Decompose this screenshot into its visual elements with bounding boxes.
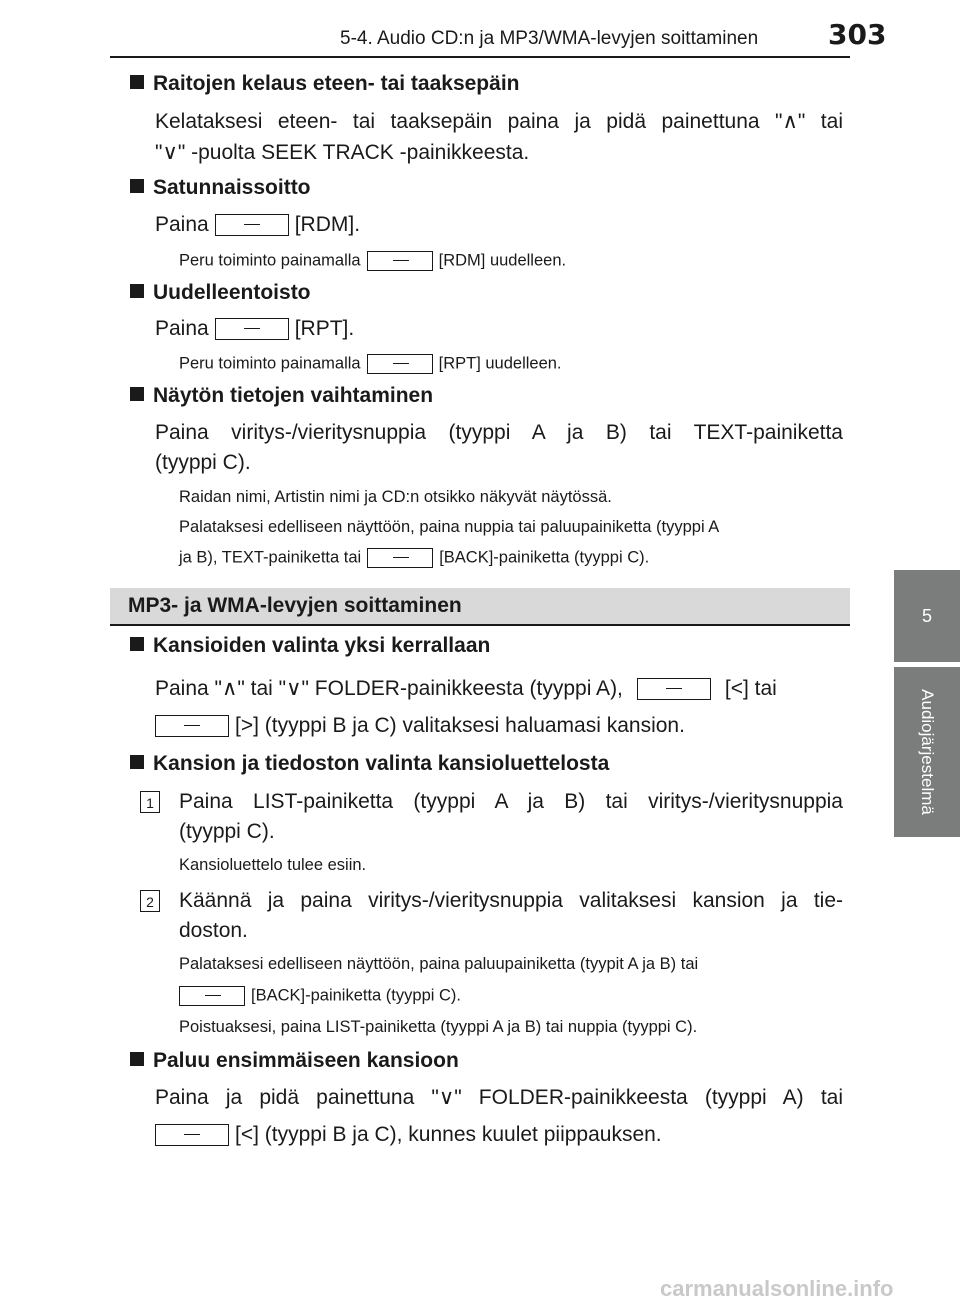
step1-line2: (tyyppi C). <box>179 820 275 843</box>
display-body-line1: Paina viritys-/vieritysnuppia (tyyppi A ja B) tai TEXT-painiketta <box>155 421 843 444</box>
square-bullet-icon <box>130 387 144 401</box>
button-icon <box>637 678 711 700</box>
square-bullet-icon <box>130 637 144 651</box>
square-bullet-icon <box>130 755 144 769</box>
heading-folder: Kansioiden valinta yksi kerrallaan <box>130 634 490 658</box>
seek-body-line1: Kelataksesi eteen- tai taaksepäin paina ja pidä painettuna "∧" tai <box>155 110 843 133</box>
display-note2-line1: Palataksesi edelliseen näyttöön, paina nuppia tai paluupainiketta (tyyppi A <box>179 518 720 536</box>
section-bar-mp3: MP3- ja WMA-levyjen soittaminen <box>110 588 850 626</box>
heading-first-folder: Paluu ensimmäiseen kansioon <box>130 1049 459 1073</box>
watermark: carmanualsonline.info <box>660 1276 894 1301</box>
heading-display: Näytön tietojen vaihtaminen <box>130 384 433 408</box>
display-note1: Raidan nimi, Artistin nimi ja CD:n otsikko näkyvät näytössä. <box>179 488 612 506</box>
step2-line1: Käännä ja paina viritys-/vieritysnuppia valitaksesi kansion ja tie- <box>179 889 843 912</box>
random-note: Peru toiminto painamalla [RDM] uudelleen. <box>179 251 567 270</box>
step2-note1-line2: [BACK]-painiketta (tyyppi C). <box>179 986 461 1006</box>
repeat-instruction: Paina [RPT]. <box>155 317 355 340</box>
folder-line2: [>] (tyyppi B ja C) valitaksesi haluamasi kansion. <box>155 714 685 738</box>
heading-list: Kansion ja tiedoston valinta kansioluettelosta <box>130 752 609 776</box>
step1-note: Kansioluettelo tulee esiin. <box>179 856 367 874</box>
button-icon <box>155 715 229 737</box>
seek-body-line2: "∨" -puolta SEEK TRACK -painikkeesta. <box>155 141 530 164</box>
button-icon <box>155 1124 229 1146</box>
folder-line1: Paina "∧" tai "∨" FOLDER-painikkeesta (tyyppi A), [<] tai <box>155 677 777 700</box>
heading-seek: Raitojen kelaus eteen- tai taaksepäin <box>130 72 519 96</box>
square-bullet-icon <box>130 75 144 89</box>
step1-line1: Paina LIST-painiketta (tyyppi A ja B) tai viritys-/vieritysnuppia <box>179 790 843 813</box>
header-rule <box>110 56 850 58</box>
chapter-tab-label: Audiojärjestelmä <box>894 667 960 837</box>
chapter-tab-number: 5 <box>894 570 960 662</box>
step2-line2: doston. <box>179 919 248 942</box>
step-number-1: 1 <box>140 791 160 813</box>
square-bullet-icon <box>130 179 144 193</box>
display-note2-line2: ja B), TEXT-painiketta tai [BACK]-painiketta (tyyppi C). <box>179 548 650 567</box>
square-bullet-icon <box>130 1052 144 1066</box>
step2-note1-line1: Palataksesi edelliseen näyttöön, paina paluupainiketta (tyypit A ja B) tai <box>179 955 699 973</box>
button-icon <box>367 548 433 568</box>
page-number: 303 <box>828 18 887 51</box>
section-title: 5-4. Audio CD:n ja MP3/WMA-levyjen soittaminen <box>340 28 759 49</box>
square-bullet-icon <box>130 284 144 298</box>
button-icon <box>179 986 245 1006</box>
step2-note2: Poistuaksesi, paina LIST-painiketta (tyyppi A ja B) tai nuppia (tyyppi C). <box>179 1018 698 1036</box>
button-icon <box>215 214 289 236</box>
random-instruction: Paina [RDM]. <box>155 213 361 236</box>
first-line2: [<] (tyyppi B ja C), kunnes kuulet piippauksen. <box>155 1123 662 1147</box>
repeat-note: Peru toiminto painamalla [RPT] uudelleen. <box>179 354 562 373</box>
heading-repeat: Uudelleentoisto <box>130 281 311 305</box>
display-body-line2: (tyyppi C). <box>155 451 251 474</box>
button-icon <box>367 354 433 374</box>
heading-random: Satunnaissoitto <box>130 176 311 200</box>
step-number-2: 2 <box>140 890 160 912</box>
button-icon <box>367 251 433 271</box>
first-line1: Paina ja pidä painettuna "∨" FOLDER-painikkeesta (tyyppi A) tai <box>155 1086 843 1109</box>
button-icon <box>215 318 289 340</box>
